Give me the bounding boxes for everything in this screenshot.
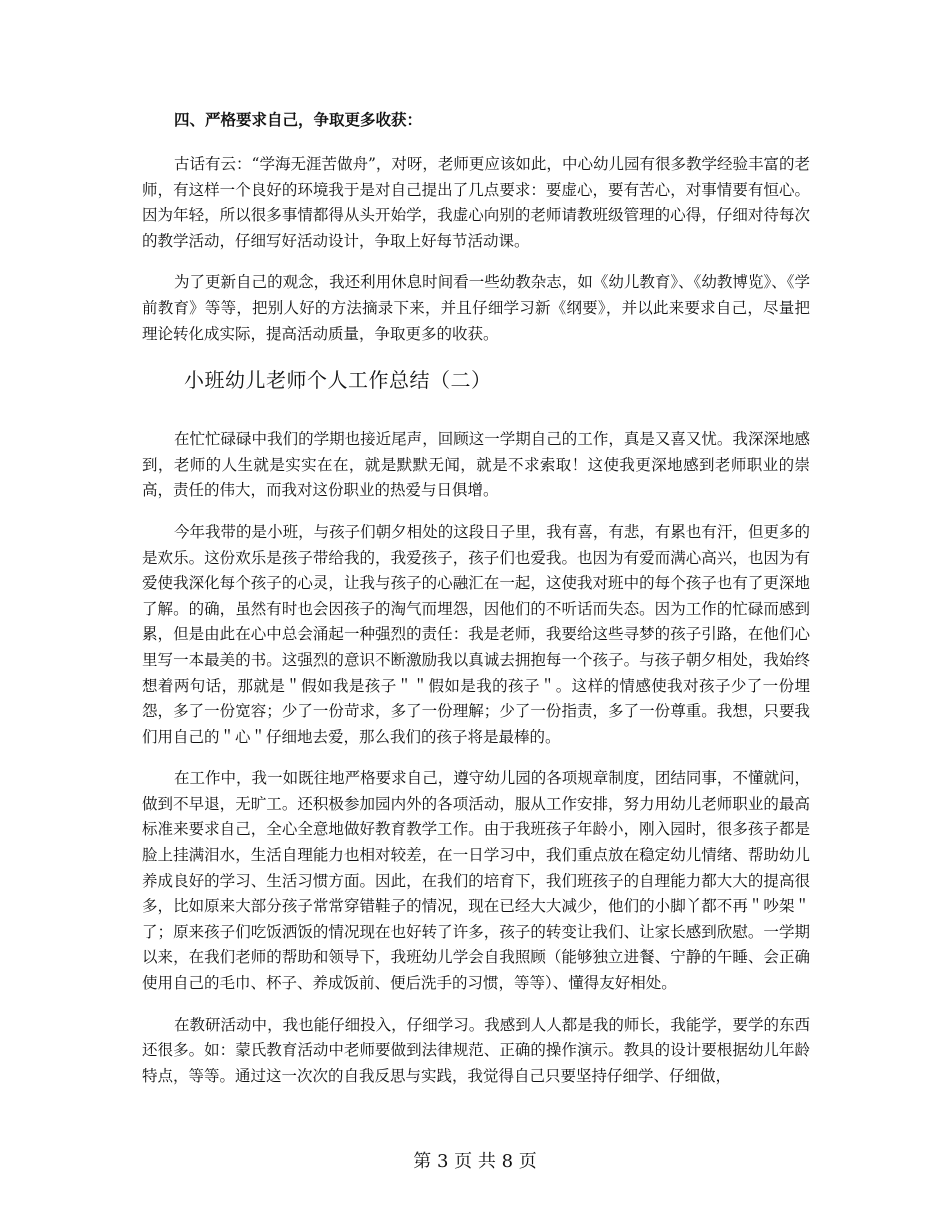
- section-heading: 四、严格要求自己，争取更多收获：: [174, 110, 423, 129]
- body-paragraph: 在忙忙碌碌中我们的学期也接近尾声，回顾这一学期自己的工作，真是又喜又忧。我深深地感到，老师的人生就是实实在在，就是默默无闻，就是不求索取！这使我更深地感到老师职业的崇高，责任的伟大，而我对这份职业的热爱与日俱增。: [142, 430, 810, 500]
- page-number-footer: 第 3 页 共 8 页: [413, 1151, 537, 1172]
- document-body: [142, 107, 810, 1105]
- document-title: 小班幼儿老师个人工作总结（二）: [184, 368, 492, 393]
- body-paragraph: 在教研活动中，我也能仔细投入，仔细学习。我感到人人都是我的师长，我能学，要学的东西还很多。如：蒙氏教育活动中老师要做到法律规范、正确的操作演示。教具的设计要根据幼儿年龄特点，等等。通过这一次次的自我反思与实践，我觉得自己只要坚持仔细学、仔细做，: [142, 1015, 810, 1085]
- body-paragraph: 为了更新自己的观念，我还利用休息时间看一些幼教杂志，如《幼儿教育》、《幼教博览》、《学前教育》等等，把别人好的方法摘录下来，并且仔细学习新《纲要》，并以此来要求自己，尽量把理论转化成实际，提高活动质量，争取更多的收获。: [142, 273, 810, 343]
- body-paragraph: 古话有云：“学海无涯苦做舟”，对呀，老师更应该如此，中心幼儿园有很多教学经验丰富的老师，有这样一个良好的环境我于是对自己提出了几点要求：要虚心，要有苦心，对事情要有恒心。因为年轻，所以很多事情都得从头开始学，我虚心向别的老师请教班级管理的心得，仔细对待每次的教学活动，仔细写好活动设计，争取上好每节活动课。: [142, 155, 810, 250]
- body-paragraph: 在工作中，我一如既往地严格要求自己，遵守幼儿园的各项规章制度，团结同事，不懂就问，做到不早退，无旷工。还积极参加园内外的各项活动，服从工作安排，努力用幼儿老师职业的最高标准来要求自己，全心全意地做好教育教学工作。由于我班孩子年龄小，刚入园时，很多孩子都是脸上挂满泪水，生活自理能力也相对较差，在一日学习中，我们重点放在稳定幼儿情绪、帮助幼儿养成良好的学习、生活习惯方面。因此，在我们的培育下，我们班孩子的自理能力都大大的提高很多，比如原来大部分孩子常常穿错鞋子的情况，现在已经大大减少，他们的小脚丫都不再＂吵架＂了；原来孩子们吃饭洒饭的情况现在也好转了许多，孩子的转变让我们、让家长感到欣慰。一学期以来，在我们老师的帮助和领导下，我班幼儿学会自我照顾（能够独立进餐、宁静的午睡、会正确使用自己的毛巾、杯子、养成饭前、便后洗手的习惯，等等）、懂得友好相处。: [142, 769, 810, 993]
- body-paragraph: 今年我带的是小班，与孩子们朝夕相处的这段日子里，我有喜，有悲，有累也有汗，但更多的是欢乐。这份欢乐是孩子带给我的，我爱孩子，孩子们也爱我。也因为有爱而满心高兴，也因为有爱使我深化每个孩子的心灵，让我与孩子的心融汇在一起，这使我对班中的每个孩子也有了更深地了解。的确，虽然有时也会因孩子的淘气而埋怨，因他们的不听话而失态。因为工作的忙碌而感到累，但是由此在心中总会涌起一种强烈的责任：我是老师，我要给这些寻梦的孩子引路，在他们心里写一本最美的书。这强烈的意识不断激励我以真诚去拥抱每一个孩子。与孩子朝夕相处，我始终想着两句话，那就是＂假如我是孩子＂＂假如是我的孩子＂。这样的情感使我对孩子少了一份埋怨，多了一份宽容；少了一份苛求，多了一份理解；少了一份指责，多了一份尊重。我想，只要我们用自己的＂心＂仔细地去爱，那么我们的孩子将是最棒的。: [142, 522, 810, 746]
